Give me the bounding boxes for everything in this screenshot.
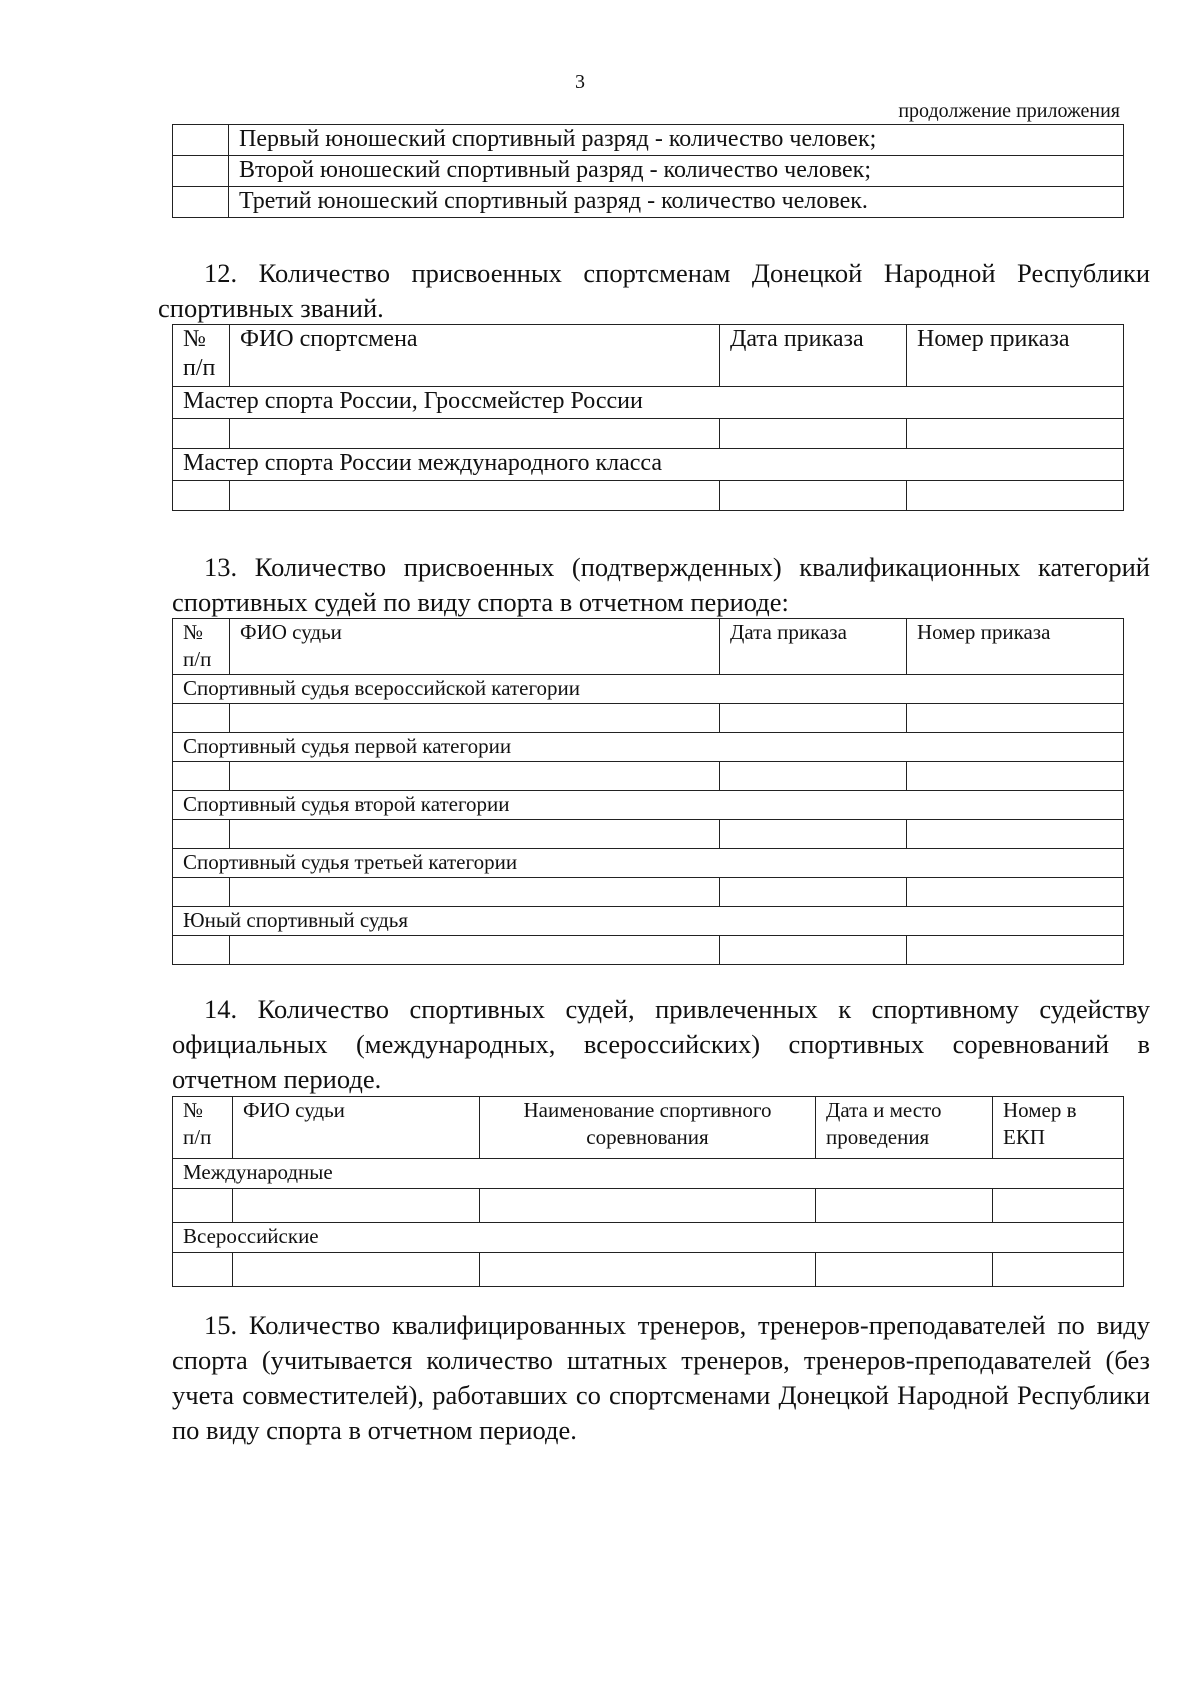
col-header-athlete-name: ФИО спортсмена bbox=[230, 325, 720, 387]
empty-cell bbox=[173, 704, 230, 733]
col-header-date-place: Дата и место проведения bbox=[816, 1097, 993, 1159]
rank-text: Второй юношеский спортивный разряд - количество человек; bbox=[229, 156, 1124, 187]
category-label: Спортивный судья второй категории bbox=[173, 791, 1124, 820]
empty-cell bbox=[173, 762, 230, 791]
category-label: Мастер спорта России, Гроссмейстер России bbox=[173, 387, 1124, 419]
category-row bbox=[173, 1159, 1124, 1189]
category-label: Юный спортивный судья bbox=[173, 907, 1124, 936]
category-label: Международные bbox=[173, 1159, 1124, 1189]
titles-table bbox=[172, 324, 1124, 511]
empty-cell bbox=[230, 419, 720, 449]
empty-cell bbox=[816, 1189, 993, 1223]
section-12-heading: 12. Количество присвоенных спортсменам Донецкой Народной Республики спортивных званий. bbox=[158, 258, 1150, 323]
table-row bbox=[173, 1189, 1124, 1223]
number-cell bbox=[173, 156, 229, 187]
table-row bbox=[173, 125, 1124, 156]
empty-cell bbox=[230, 762, 720, 791]
col-header-number: № п/п bbox=[173, 1097, 233, 1159]
category-row bbox=[173, 387, 1124, 419]
empty-cell bbox=[173, 419, 230, 449]
table-row bbox=[173, 762, 1124, 791]
empty-cell bbox=[720, 481, 907, 511]
table-row bbox=[173, 187, 1124, 218]
competition-judges-table bbox=[172, 1096, 1124, 1287]
col-header-order-date: Дата приказа bbox=[720, 619, 907, 675]
empty-cell bbox=[173, 481, 230, 511]
empty-cell bbox=[720, 878, 907, 907]
empty-cell bbox=[173, 878, 230, 907]
continuation-note: продолжение приложения bbox=[898, 100, 1120, 122]
empty-cell bbox=[480, 1189, 816, 1223]
col-header-number: № п/п bbox=[173, 325, 230, 387]
empty-cell bbox=[993, 1189, 1124, 1223]
table-row bbox=[173, 704, 1124, 733]
table-header-row bbox=[173, 325, 1124, 387]
page-number: 3 bbox=[575, 71, 585, 93]
empty-cell bbox=[173, 1189, 233, 1223]
empty-cell bbox=[720, 762, 907, 791]
col-header-order-date: Дата приказа bbox=[720, 325, 907, 387]
category-label: Всероссийские bbox=[173, 1223, 1124, 1253]
category-row bbox=[173, 1223, 1124, 1253]
category-row bbox=[173, 449, 1124, 481]
empty-cell bbox=[907, 704, 1124, 733]
empty-cell bbox=[720, 419, 907, 449]
category-row bbox=[173, 733, 1124, 762]
section-13-heading: 13. Количество присвоенных (подтвержденных) квалификационных категорий спортивных судей по виду спорта в отчетном периоде: bbox=[172, 552, 1150, 617]
col-header-ekp-number: Номер в ЕКП bbox=[993, 1097, 1124, 1159]
judges-categories-table bbox=[172, 618, 1124, 965]
empty-cell bbox=[173, 936, 230, 965]
col-header-competition: Наименование спортивного соревнования bbox=[480, 1097, 816, 1159]
rank-text: Первый юношеский спортивный разряд - количество человек; bbox=[229, 125, 1124, 156]
number-cell bbox=[173, 187, 229, 218]
table-row bbox=[173, 481, 1124, 511]
rank-text: Третий юношеский спортивный разряд - количество человек. bbox=[229, 187, 1124, 218]
empty-cell bbox=[173, 1253, 233, 1287]
section-15-heading: 15. Количество квалифицированных тренеров, тренеров-преподавателей по виду спорта (учитывается количество штатных тренеров, тренеров-преподавателей (без учета совместителей), работавших со спортсменами Донецкой Народной Республики по виду спорта в отчетном периоде. bbox=[172, 1310, 1150, 1445]
col-header-order-number: Номер приказа bbox=[907, 619, 1124, 675]
table-row bbox=[173, 1253, 1124, 1287]
category-row bbox=[173, 849, 1124, 878]
empty-cell bbox=[907, 936, 1124, 965]
section-14-heading: 14. Количество спортивных судей, привлеченных к спортивному судейству официальных (международных, всероссийских) спортивных соревнований в отчетном периоде. bbox=[172, 994, 1150, 1094]
category-row bbox=[173, 907, 1124, 936]
empty-cell bbox=[993, 1253, 1124, 1287]
empty-cell bbox=[720, 704, 907, 733]
empty-cell bbox=[720, 936, 907, 965]
empty-cell bbox=[230, 936, 720, 965]
category-row bbox=[173, 675, 1124, 704]
empty-cell bbox=[230, 820, 720, 849]
col-header-judge-name: ФИО судьи bbox=[230, 619, 720, 675]
empty-cell bbox=[907, 878, 1124, 907]
col-header-order-number: Номер приказа bbox=[907, 325, 1124, 387]
empty-cell bbox=[720, 820, 907, 849]
empty-cell bbox=[230, 704, 720, 733]
empty-cell bbox=[907, 481, 1124, 511]
empty-cell bbox=[233, 1189, 480, 1223]
empty-cell bbox=[173, 820, 230, 849]
ranks-table bbox=[172, 124, 1124, 218]
empty-cell bbox=[907, 419, 1124, 449]
table-row bbox=[173, 820, 1124, 849]
table-row bbox=[173, 936, 1124, 965]
empty-cell bbox=[907, 762, 1124, 791]
empty-cell bbox=[230, 481, 720, 511]
category-label: Спортивный судья первой категории bbox=[173, 733, 1124, 762]
col-header-judge-name: ФИО судьи bbox=[233, 1097, 480, 1159]
col-header-number: № п/п bbox=[173, 619, 230, 675]
empty-cell bbox=[907, 820, 1124, 849]
empty-cell bbox=[816, 1253, 993, 1287]
category-label: Спортивный судья всероссийской категории bbox=[173, 675, 1124, 704]
category-label: Спортивный судья третьей категории bbox=[173, 849, 1124, 878]
category-label: Мастер спорта России международного класса bbox=[173, 449, 1124, 481]
empty-cell bbox=[230, 878, 720, 907]
table-header-row bbox=[173, 619, 1124, 675]
empty-cell bbox=[480, 1253, 816, 1287]
table-row bbox=[173, 878, 1124, 907]
empty-cell bbox=[233, 1253, 480, 1287]
table-header-row bbox=[173, 1097, 1124, 1159]
table-row bbox=[173, 156, 1124, 187]
table-row bbox=[173, 419, 1124, 449]
category-row bbox=[173, 791, 1124, 820]
number-cell bbox=[173, 125, 229, 156]
